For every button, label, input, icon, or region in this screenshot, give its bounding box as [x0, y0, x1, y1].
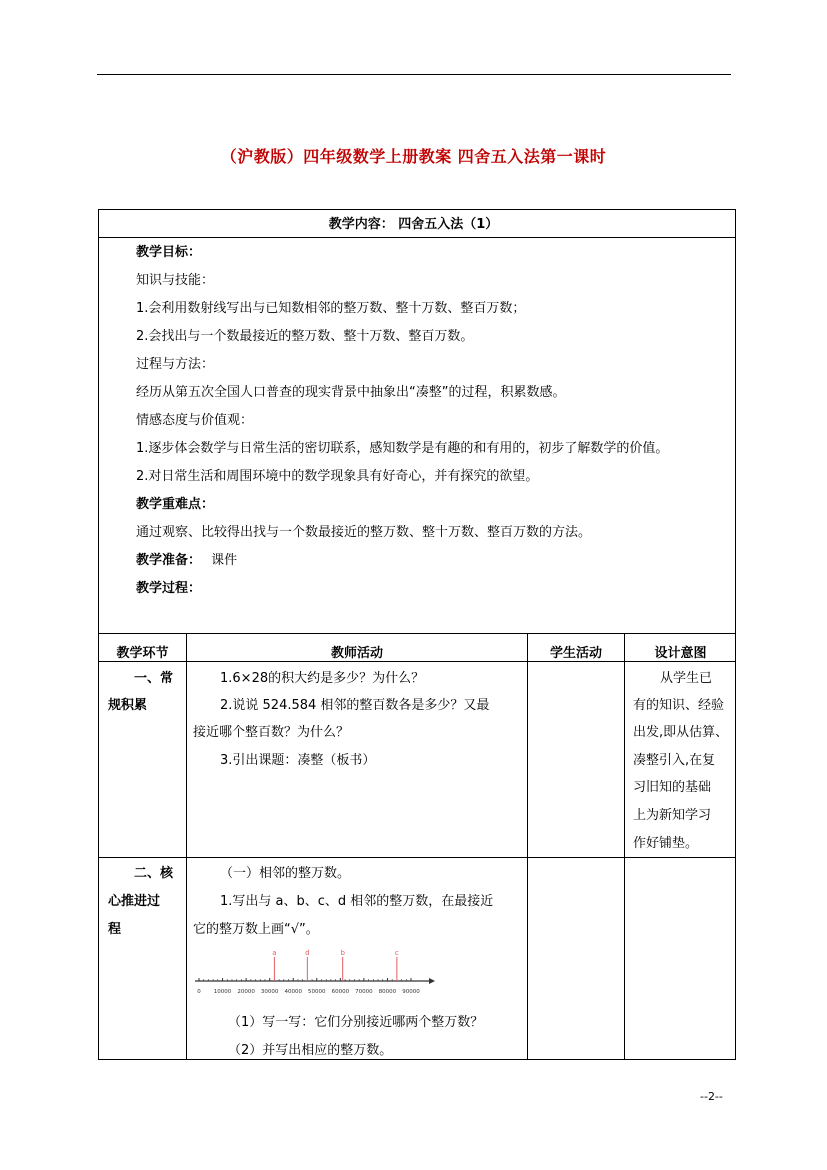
marker-a-label: a	[272, 949, 277, 957]
row1-teacher-2a: 2.说说 524.584 相邻的整百数各是多少？又最	[220, 698, 490, 713]
document-title: （沪教版）四年级数学上册教案 四舍五入法第一课时	[220, 147, 607, 166]
knowledge-item-1: 1.会利用数射线写出与已知数相邻的整万数、整十万数、整百万数；	[136, 301, 526, 316]
row1-intent-1: 从学生已	[660, 671, 713, 686]
col-divider-1	[186, 633, 187, 1060]
row1-intent-2: 有的知识、经验	[633, 698, 725, 713]
row1-intent-3: 出发,即从估算、	[633, 725, 729, 740]
emotion-label: 情感态度与价值观：	[136, 413, 254, 428]
number-line-tick-label: 20000	[237, 989, 255, 995]
key-points-item: 通过观察、比较得出找与一个数最接近的整万数、整十万数、整百万数的方法。	[136, 525, 592, 540]
content-header: 教学内容： 四舍五入法（1）	[328, 217, 499, 232]
row2-teacher-4: （2）并写出相应的整万数。	[228, 1043, 393, 1058]
row1-intent-7: 作好铺垫。	[633, 836, 699, 851]
col-divider-2	[527, 633, 528, 1060]
number-line-tick-label: 90000	[402, 989, 420, 995]
header-student: 学生活动	[549, 646, 602, 661]
row1-stage-line1: 一、常	[134, 671, 174, 686]
header-rule	[97, 74, 731, 75]
emotion-item-1: 1.逐步体会数学与日常生活的密切联系，感知数学是有趣的和有用的，初步了解数学的价值。	[136, 441, 669, 456]
marker-d-label: d	[305, 949, 310, 957]
number-line-tick-label: 40000	[284, 989, 302, 995]
row1-teacher-3: 3.引出课题：凑整（板书）	[220, 753, 376, 768]
number-line-tick-label: 10000	[213, 989, 232, 995]
process-item-1: 经历从第五次全国人口普查的现实背景中抽象出“凑整”的过程，积累数感。	[136, 385, 566, 400]
marker-c-label: c	[394, 949, 399, 957]
row2-teacher-2a: 1.写出与 a、b、c、d 相邻的整万数，在最接近	[220, 894, 494, 909]
number-line-tick-label: 30000	[260, 989, 279, 995]
preparation-row	[136, 553, 237, 569]
number-line-tick-label: 60000	[331, 989, 350, 995]
number-line-tick-label: 80000	[378, 989, 397, 995]
col-divider-3	[624, 633, 625, 1060]
marker-b-label: b	[340, 949, 345, 957]
content-header-divider	[98, 237, 736, 238]
header-intent: 设计意图	[654, 646, 707, 661]
row2-stage-line2: 心推进过	[108, 894, 161, 909]
row2-stage-line3: 程	[108, 922, 122, 937]
table-header-top-divider	[98, 633, 736, 634]
preparation-label: 教学准备：	[136, 553, 202, 568]
knowledge-label: 知识与技能：	[136, 273, 215, 288]
table-header-bottom-divider	[98, 661, 736, 662]
row1-intent-6: 上为新知学习	[633, 808, 712, 823]
number-line-arrow	[429, 978, 435, 984]
row2-teacher-3: （1）写一写：它们分别接近哪两个整万数？	[228, 1015, 484, 1030]
emotion-item-2: 2.对日常生活和周围环境中的数学现象具有好奇心，并有探究的欲望。	[136, 469, 539, 484]
number-line-figure	[193, 944, 443, 1000]
objectives-heading: 教学目标：	[136, 245, 202, 260]
process-steps-label: 教学过程：	[136, 581, 202, 596]
row2-stage-line1: 二、核	[134, 866, 174, 881]
row1-intent-4: 凑整引入,在复	[633, 753, 716, 768]
preparation-value: 课件	[211, 553, 238, 568]
row1-teacher-1: 1.6×28的积大约是多少？为什么？	[220, 671, 425, 686]
key-points-label: 教学重难点：	[136, 497, 215, 512]
number-line-tick-label: 70000	[355, 989, 373, 995]
header-teacher: 教师活动	[330, 646, 383, 661]
number-line-tick-label: 50000	[308, 989, 326, 995]
page-number: --2--	[700, 1090, 723, 1103]
process-label: 过程与方法：	[136, 357, 215, 372]
row-divider	[98, 857, 736, 858]
header-stage: 教学环节	[116, 646, 169, 661]
row1-stage-line2: 规积累	[108, 698, 148, 713]
row2-teacher-2b: 它的整万数上画“√”。	[193, 922, 319, 937]
knowledge-item-2: 2.会找出与一个数最接近的整万数、整十万数、整百万数。	[136, 329, 474, 344]
row2-teacher-1: （一）相邻的整万数。	[220, 866, 351, 881]
number-line-tick-label: 0	[197, 989, 201, 995]
row1-teacher-2b: 接近哪个整百数？为什么？	[193, 725, 350, 740]
row1-intent-5: 习旧知的基础	[633, 780, 712, 795]
